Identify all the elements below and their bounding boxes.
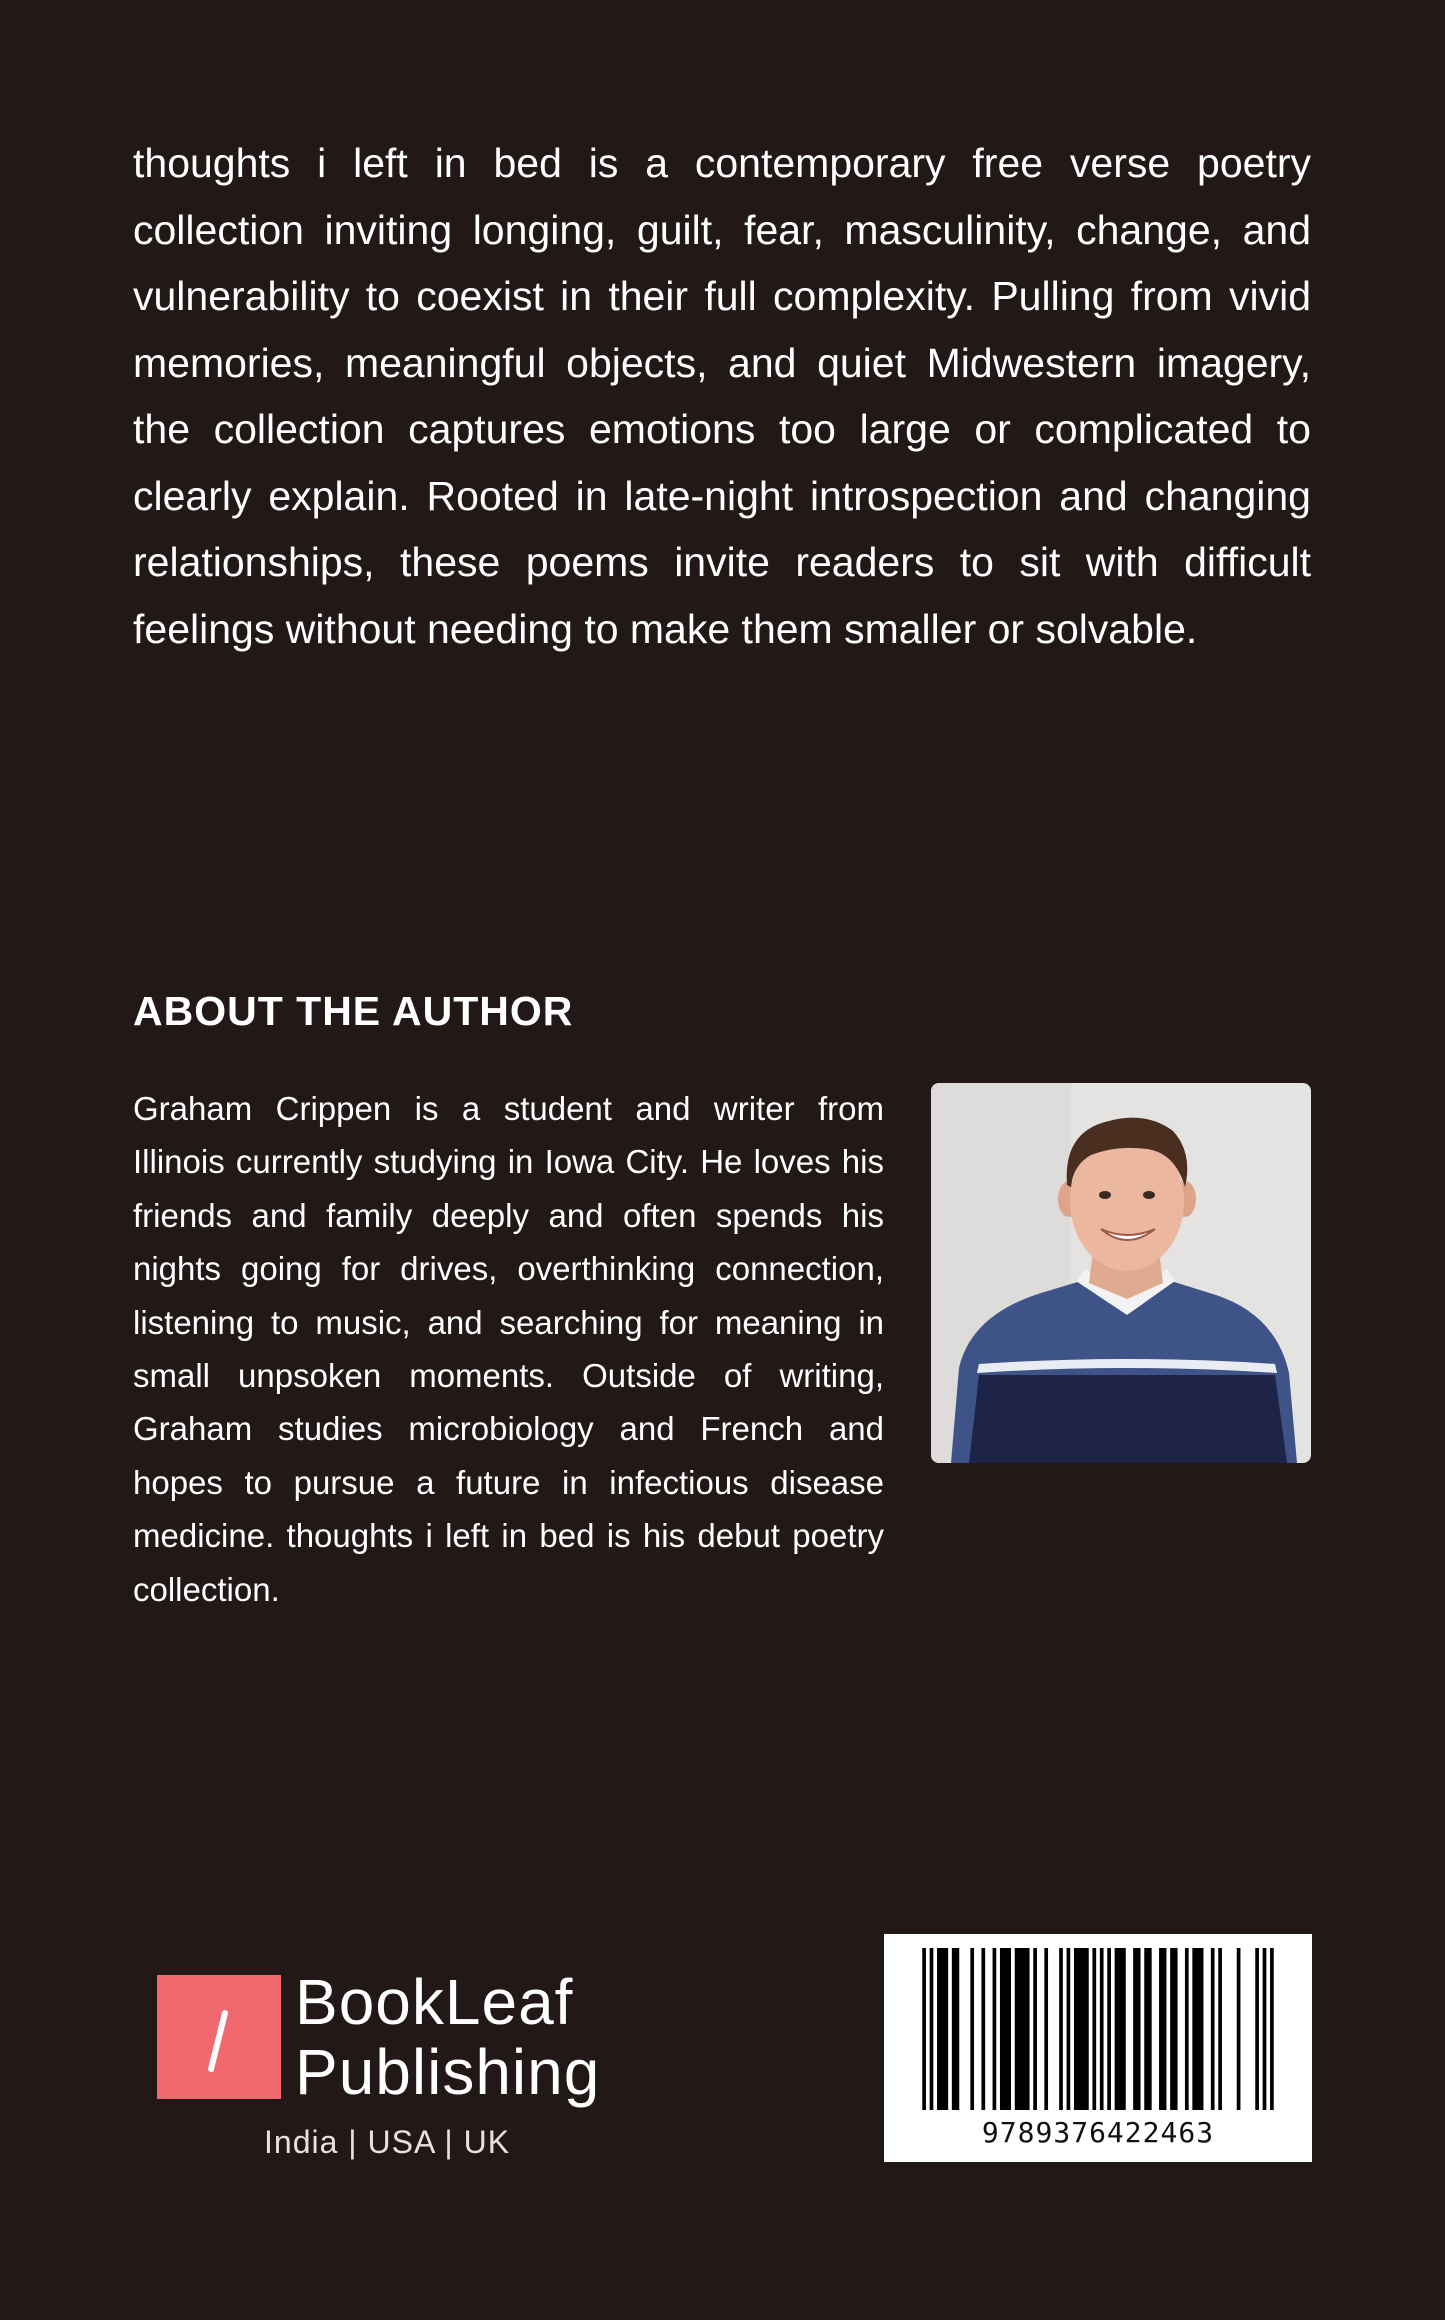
barcode-bar [1144, 1948, 1151, 2110]
barcode-bar [1100, 1948, 1104, 2110]
barcode-bar [952, 1948, 959, 2110]
publisher-name-line2: Publishing [295, 2036, 601, 2108]
barcode-bar [981, 1948, 985, 2110]
barcode-bar [1074, 1948, 1089, 2110]
barcode-bar [1159, 1948, 1166, 2110]
barcode-bar [1015, 1948, 1030, 2110]
barcode-bar [1067, 1948, 1071, 2110]
isbn-number: 9789376422463 [981, 2116, 1215, 2149]
bookleaf-logo-icon [157, 1975, 281, 2099]
barcode-bar [1263, 1948, 1267, 2110]
barcode-bar [1170, 1948, 1177, 2110]
barcode-bar [1115, 1948, 1126, 2110]
barcode-bar [993, 1948, 997, 2110]
publisher-regions: India | USA | UK [264, 2124, 511, 2160]
barcode-bar [1185, 1948, 1189, 2110]
barcode-bar [1192, 1948, 1203, 2110]
barcode-bar [937, 1948, 948, 2110]
about-author-heading: ABOUT THE AUTHOR [133, 988, 574, 1034]
barcode-bar [922, 1948, 926, 2110]
publisher-logo [157, 1968, 627, 2168]
author-bio: Graham Crippen is a student and writer from Illinois currently studying in Iowa City. He loves his friends and family deeply and often spends his nights going for drives, overthinking connection, listening to music, and searching for meaning in small unpsoken moments. Outside of writing, Graham studies microbiology and French and hopes to pursue a future in infectious disease medicine. thoughts i left in bed is his debut poetry collection. [133, 1090, 884, 1608]
author-photo [931, 1083, 1311, 1463]
barcode-bar [1270, 1948, 1274, 2110]
barcode-bar [1044, 1948, 1048, 2110]
publisher-name-line1: BookLeaf [295, 1966, 574, 2038]
barcode-bar [1000, 1948, 1011, 2110]
barcode-bar [1211, 1948, 1215, 2110]
barcode-bar [1255, 1948, 1259, 2110]
barcode-bar [1218, 1948, 1222, 2110]
book-blurb: thoughts i left in bed is a contemporary free verse poetry collection inviting longing, guilt, fear, masculinity, change, and vulnerability to coexist in their full complexity. Pulling from vivid memories, meaningful objects, and quiet Midwestern imagery, the collection captures emotions too large or complicated to clearly explain. Rooted in late-night introspection and changing relationships, these poems invite readers to sit with difficult feelings without needing to make them smaller or solvable. [133, 140, 1311, 652]
barcode-bar [1092, 1948, 1096, 2110]
barcode-bars [884, 1934, 1312, 2114]
isbn-barcode [884, 1934, 1312, 2162]
barcode-bar [1237, 1948, 1241, 2110]
barcode-bar [1059, 1948, 1063, 2110]
barcode-bar [930, 1948, 934, 2110]
barcode-bar [970, 1948, 974, 2110]
barcode-bar [1107, 1948, 1111, 2110]
barcode-bar [1033, 1948, 1037, 2110]
barcode-bar [1133, 1948, 1140, 2110]
